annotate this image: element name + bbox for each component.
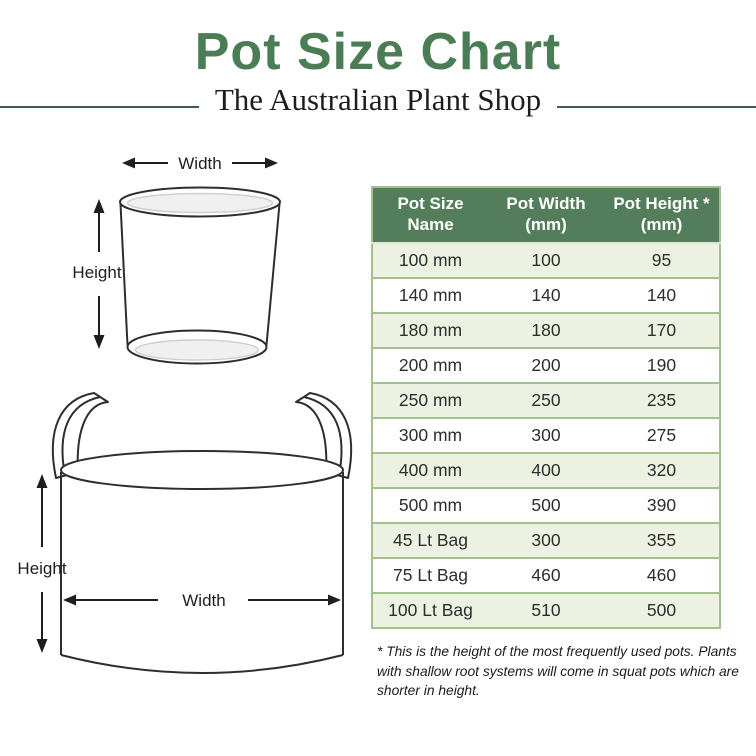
cell-pot-name: 140 mm (372, 278, 488, 313)
pot-size-table (371, 186, 721, 629)
cell-pot-height: 170 (604, 313, 720, 348)
footnote: * This is the height of the most frequently used pots. Plants with shallow root systems will come in squat pots which are shorter in height. (377, 644, 739, 699)
table-row (372, 243, 720, 278)
page-subtitle: The Australian Plant Shop (214, 82, 542, 117)
cell-pot-height: 140 (604, 278, 720, 313)
cell-pot-width: 460 (488, 558, 604, 593)
cell-pot-height: 235 (604, 383, 720, 418)
cell-pot-name: 500 mm (372, 488, 488, 523)
cell-pot-height: 355 (604, 523, 720, 558)
arrow-down-icon (94, 335, 105, 349)
cell-pot-height: 95 (604, 243, 720, 278)
cell-pot-width: 100 (488, 243, 604, 278)
arrow-up-icon (37, 474, 48, 488)
pot-height-arrow (72, 199, 121, 349)
table-row (372, 523, 720, 558)
cell-pot-name: 200 mm (372, 348, 488, 383)
arrow-left-icon (63, 595, 76, 606)
table-row (372, 383, 720, 418)
bag-outline (61, 451, 343, 673)
cell-pot-width: 400 (488, 453, 604, 488)
cell-pot-height: 390 (604, 488, 720, 523)
bag-width-label: Width (182, 591, 226, 610)
table-header (372, 187, 720, 243)
cell-pot-height: 190 (604, 348, 720, 383)
pot-height-label: Height (72, 263, 122, 282)
pot-outline (120, 188, 280, 364)
cell-pot-name: 300 mm (372, 418, 488, 453)
table-row (372, 558, 720, 593)
table-row (372, 348, 720, 383)
cell-pot-name: 75 Lt Bag (372, 558, 488, 593)
cell-pot-height: 460 (604, 558, 720, 593)
pot-diagram (20, 140, 360, 390)
cell-pot-width: 140 (488, 278, 604, 313)
cell-pot-height: 275 (604, 418, 720, 453)
cell-pot-height: 320 (604, 453, 720, 488)
bag-height-label: Height (17, 559, 67, 578)
arrow-right-icon (328, 595, 341, 606)
subtitle-row (0, 82, 756, 118)
pot-width-arrow (122, 154, 278, 173)
cell-pot-width: 510 (488, 593, 604, 628)
bag-diagram (10, 390, 370, 720)
page-header (0, 0, 756, 118)
arrow-down-icon (37, 639, 48, 653)
cell-pot-name: 45 Lt Bag (372, 523, 488, 558)
column-header-pot-size-name: Pot Size Name (372, 187, 488, 243)
cell-pot-width: 180 (488, 313, 604, 348)
column-header-pot-height: Pot Height * (mm) (604, 187, 720, 243)
table-row (372, 418, 720, 453)
cell-pot-name: 250 mm (372, 383, 488, 418)
cell-pot-width: 200 (488, 348, 604, 383)
table-row (372, 313, 720, 348)
bag-height-arrow (17, 474, 66, 653)
arrow-right-icon (265, 158, 278, 169)
table-row (372, 278, 720, 313)
cell-pot-name: 100 Lt Bag (372, 593, 488, 628)
cell-pot-name: 100 mm (372, 243, 488, 278)
arrow-left-icon (122, 158, 135, 169)
column-header-pot-width: Pot Width (mm) (488, 187, 604, 243)
arrow-up-icon (94, 199, 105, 213)
table-row (372, 593, 720, 628)
cell-pot-width: 250 (488, 383, 604, 418)
cell-pot-width: 300 (488, 523, 604, 558)
cell-pot-width: 500 (488, 488, 604, 523)
table-row (372, 488, 720, 523)
cell-pot-name: 180 mm (372, 313, 488, 348)
divider-right (557, 106, 756, 108)
pot-width-label: Width (178, 154, 222, 173)
divider-left (0, 106, 199, 108)
table-row (372, 453, 720, 488)
cell-pot-height: 500 (604, 593, 720, 628)
cell-pot-name: 400 mm (372, 453, 488, 488)
cell-pot-width: 300 (488, 418, 604, 453)
page-title: Pot Size Chart (194, 23, 562, 81)
bag-width-arrow (63, 591, 341, 610)
